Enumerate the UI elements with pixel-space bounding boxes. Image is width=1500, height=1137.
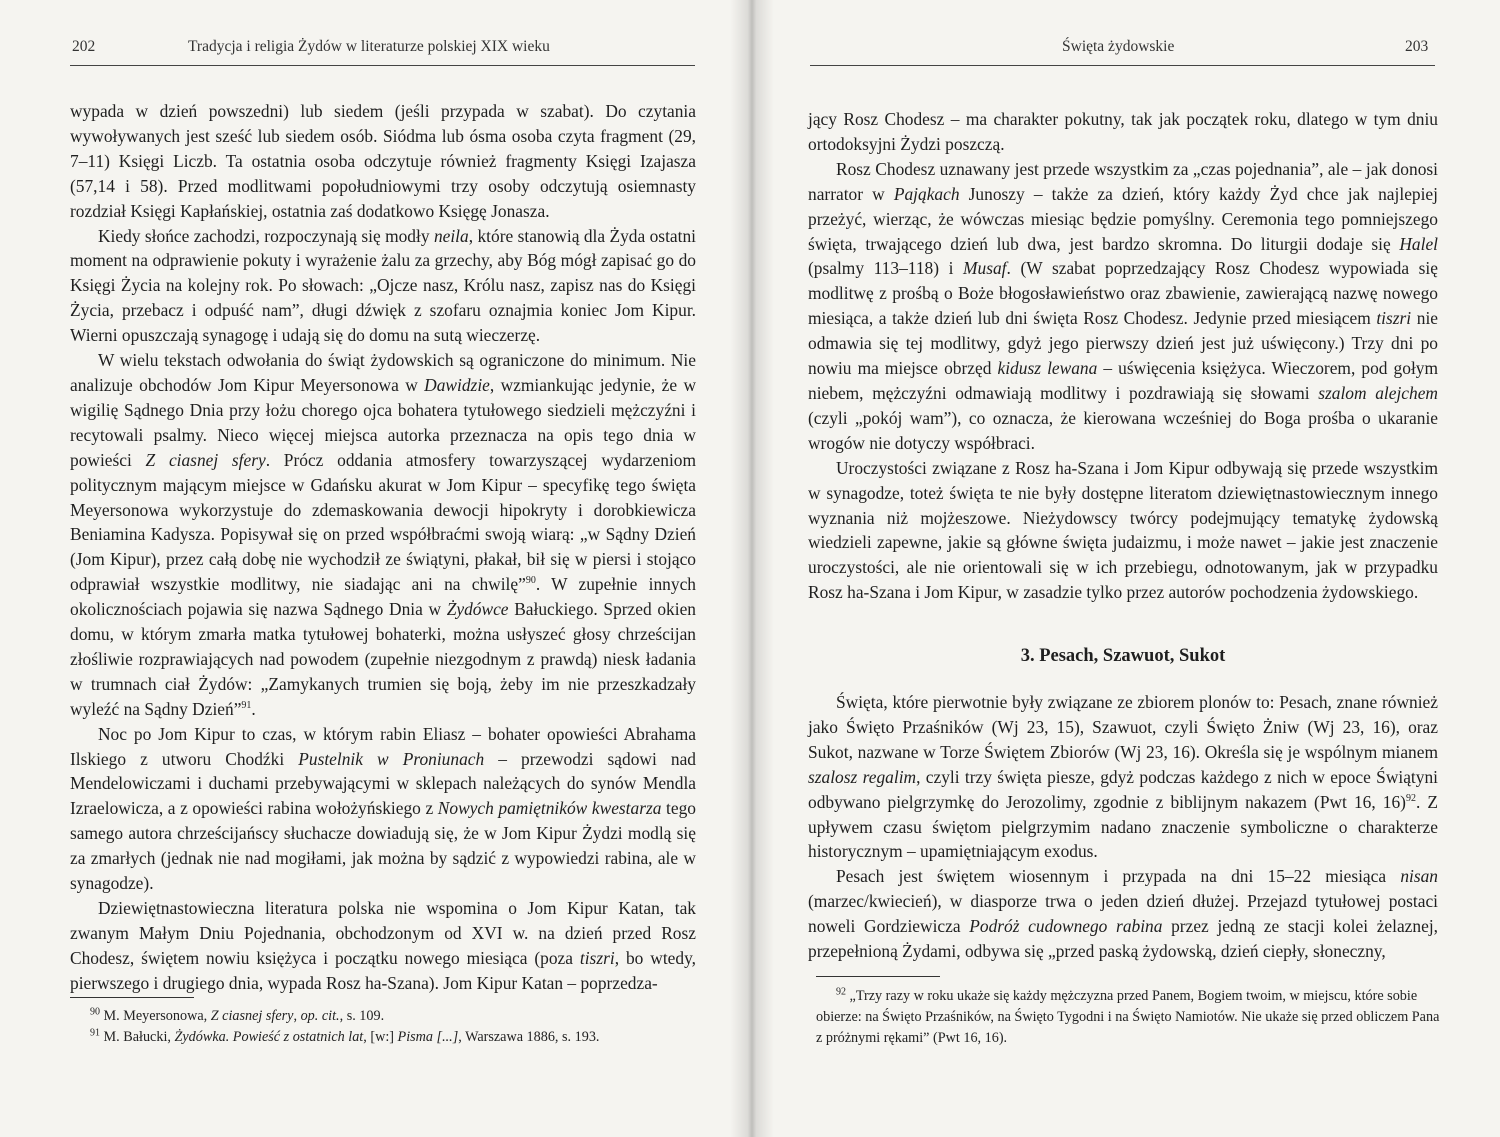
- footnotes: [816, 986, 1442, 1049]
- main-text: [70, 99, 696, 996]
- paragraph: wypada w dzień powszedni) lub siedem (jeśli przypada w szabat). Do czytania wywoływanych jest sześć lub siedem osób. Siódma lub ósma osoba czyta fragment (29, 7–11) Księgi Liczb. Ta ostatnia osoba odczytuje również fragmenty Księgi Izajasza (57,14 i 58). Przed modlitwami popołudniowymi trzy osoby odczytują osiemnasty rozdział Księgi Kapłańskiej, ostatnia zaś dodatkowo Księgę Jonasza.: [70, 101, 696, 221]
- footnote-rule: [816, 976, 940, 977]
- paragraph: Rosz Chodesz uznawany jest przede wszystkim za „czas pojednania”, ale – jak donosi narrator w Pająkach Junoszy – także za dzień, który każdy Żyd chce jak najlepiej przeżyć, wierząc, że wówczas miesiąc będzie pomyślny. Ceremonia tego pomniejszego święta, trwającego dzień lub dwa, jest bardzo skromna. Do liturgii dodaje się Halel (psalmy 113–118) i Musaf. (W szabat poprzedzający Rosz Chodesz wypowiada się modlitwę z prośbą o Boże błogosławieństwo oraz zbawienie, zawierającą nazwę nowego miesiąca, a także dzień lub dni święta Rosz Chodesz. Jedynie przed miesiącem tiszri nie odmawia się tej modlitwy, gdyż jego pierwszy dzień jest już uświęcony.) Trzy dni po nowiu ma miejsce obrzęd kidusz lewana – uświęcenia księżyca. Wieczorem, pod gołym niebem, mężczyźni odmawiają modlitwy i pozdrawiają się słowami szalom alejchem (czyli „pokój wam”), co oznacza, że kierowana wcześniej do Boga prośba o ukaranie wrogów nie dotyczy współbraci.: [808, 158, 1438, 453]
- main-text: [808, 107, 1438, 605]
- page-number: 202: [72, 38, 96, 55]
- page-number: 203: [1405, 38, 1429, 55]
- footnote: $^{92}$ „Trzy razy w roku ukaże się każdy mężczyzna przed Panem, Bogiem twoim, w miejscu, które sobie obierze: na Święto Przaśników, na Święto Tygodni i na Święto Namiotów. Nie ukaże się przed obliczem Pana z próżnymi rękami” (Pwt 16, 16).: [816, 986, 1440, 1046]
- paragraph: jący Rosz Chodesz – ma charakter pokutny, tak jak początek roku, dlatego w tym dniu ortodoksyjni Żydzi poszczą.: [808, 109, 1438, 154]
- section-title: 3. Pesach, Szawuot, Sukot: [1020, 646, 1226, 666]
- running-head: Tradycja i religia Żydów w literaturze polskiej XIX wieku: [188, 38, 550, 55]
- header-rule: [810, 65, 1435, 66]
- footnotes: [70, 1006, 700, 1048]
- main-text-continued: [808, 690, 1438, 964]
- running-head: Święta żydowskie: [1062, 38, 1175, 55]
- paragraph: Uroczystości związane z Rosz ha-Szana i Jom Kipur odbywają się przede wszystkim w synagodze, toteż święta te nie były dostępne literatom dziewiętnastowiecznym innego wyznania niż mojżeszowe. Nieżydowscy twórcy podejmujący tematykę żydowską wiedzieli zapewne, jakie są główne święta judaizmu, i może nawet – jakie jest znaczenie uroczystości, ale nie orientowali się w ich przebiegu, odnotowanym, jak w przypadku Rosz ha-Szana i Jom Kipur, w zasadzie tylko przez autorów pochodzenia żydowskiego.: [808, 457, 1438, 603]
- paragraph: Pesach jest świętem wiosennym i przypada na dni 15–22 miesiąca nisan (marzec/kwiecień), w diasporze trwa o jeden dzień dłużej. Przejazd tytułowej postaci noweli Gordziewicza Podróż cudownego rabina przez jedną ze stacji kolei żelaznej, przepełnioną Żydami, odbywa się „przed paską żydowską, dzień ciepły, słoneczny,: [808, 866, 1438, 962]
- paragraph: Noc po Jom Kipur to czas, w którym rabin Eliasz – bohater opowieści Abrahama Ilskiego z utworu Chodźki Pustelnik w Proniunach – przewodzi sądowi nad Mendelowiczami i duchami przebywającymi w sklepach należących do synów Mendla Izraelowicza, a z opowieści rabina wołożyńskiego z Nowych pamiętników kwestarza tego samego autora chrześcijańscy słuchacze dowiadują się, że w Jom Kipur Żydzi modlą się za zmarłych (jednak nie nad mogiłami, jak można by sądzić z wypowiedzi rabina, ale w synagodze).: [70, 723, 696, 894]
- paragraph: Święta, które pierwotnie były związane ze zbiorem plonów to: Pesach, znane również jako Święto Przaśników (Wj 23, 15), Szawuot, czyli Święto Żniw (Wj 23, 16), oraz Sukot, nazwane w Torze Świętem Zbiorów (Wj 23, 16). Określa się je wspólnym mianem szalosz regalim, czyli trzy święta piesze, gdyż podczas każdego z nich w epoce Świątyni odbywano pielgrzymkę do Jerozolimy, zgodnie z biblijnym nakazem (Pwt 16, 16)$^{92}$. Z upływem czasu świętom pielgrzymim nadano znaczenie symboliczne o charakterze historycznym – upamiętniającym exodus.: [808, 692, 1438, 862]
- paragraph: Dziewiętnastowieczna literatura polska nie wspomina o Jom Kipur Katan, tak zwanym Małym Dniu Pojednania, obchodzonym od XVI w. na dzień przed Rosz Chodesz, świętem nowiu księżyca i początku nowego miesiąca (poza tiszri, bo wtedy, pierwszego i drugiego dnia, wypada Rosz ha-Szana). Jom Kipur Katan – poprzedza-: [70, 898, 696, 993]
- paragraph: Kiedy słońce zachodzi, rozpoczynają się modły neila, które stanowią dla Żyda ostatni moment na odprawienie pokuty i wyrażenie żalu za grzechy, aby Bóg mógł zapisać go do Księgi Życia na kolejny rok. Po słowach: „Ojcze nasz, Królu nasz, zapisz nas do Księgi Życia, przebacz i odpuść nam”, długi dźwięk z szofaru oznajmia koniec Jom Kipur. Wierni opuszczają synagogę i udają się do domu na sutą wieczerzę.: [70, 225, 696, 346]
- paragraph: W wielu tekstach odwołania do świąt żydowskich są ograniczone do minimum. Nie analizuje obchodów Jom Kipur Meyersonowa w Dawidzie, wzmiankując jedynie, że w wigilię Sądnego Dnia przy łożu chorego ojca bohatera tytułowego siedzieli mężczyźni i recytowali psalmy. Nieco więcej miejsca autorka przeznacza na opis tego dnia w powieści Z ciasnej sfery. Prócz oddania atmosfery towarzyszącej wydarzeniom politycznym mającym miejsce w Gdańsku akurat w Jom Kipur – specyfikę tego święta Meyersonowa wykorzystuje do zdemaskowania dewocji hipokryty i dorobkiewicza Beniamina Kadysza. Popisywał się on przed współbraćmi swoją wiarą: „w Sądny Dzień (Jom Kipur), przez całą dobę nie wychodził ze świątyni, płakał, bił się w piersi i stojąco odprawiał wszystkie modlitwy, nie siadając ani na chwilę”$^{90}$. W zupełnie innych okolicznościach pojawia się nazwa Sądnego Dnia w Żydówce Bałuckiego. Sprzed okien domu, w którym zmarła matka tytułowej bohaterki, można usłyszeć głosy chrześcijan złośliwie rozprawiających nad powodem (zupełnie niezgodnym z prawdą) niesk ładania w trumnach ciał Żydów: „Zamykanych trumien się boją, żeby im nie przeszkadzały wyleźć na Sądny Dzień”$^{91}$.: [70, 350, 697, 719]
- header-rule: [70, 65, 695, 66]
- footnote: $^{91}$ M. Bałucki, Żydówka. Powieść z ostatnich lat, [w:] Pisma [...], Warszawa 1886, s. 193.: [90, 1027, 600, 1045]
- footnote: $^{90}$ M. Meyersonowa, Z ciasnej sfery, op. cit., s. 109.: [90, 1006, 385, 1024]
- right-page: [752, 0, 1500, 1137]
- footnote-rule: [70, 997, 194, 998]
